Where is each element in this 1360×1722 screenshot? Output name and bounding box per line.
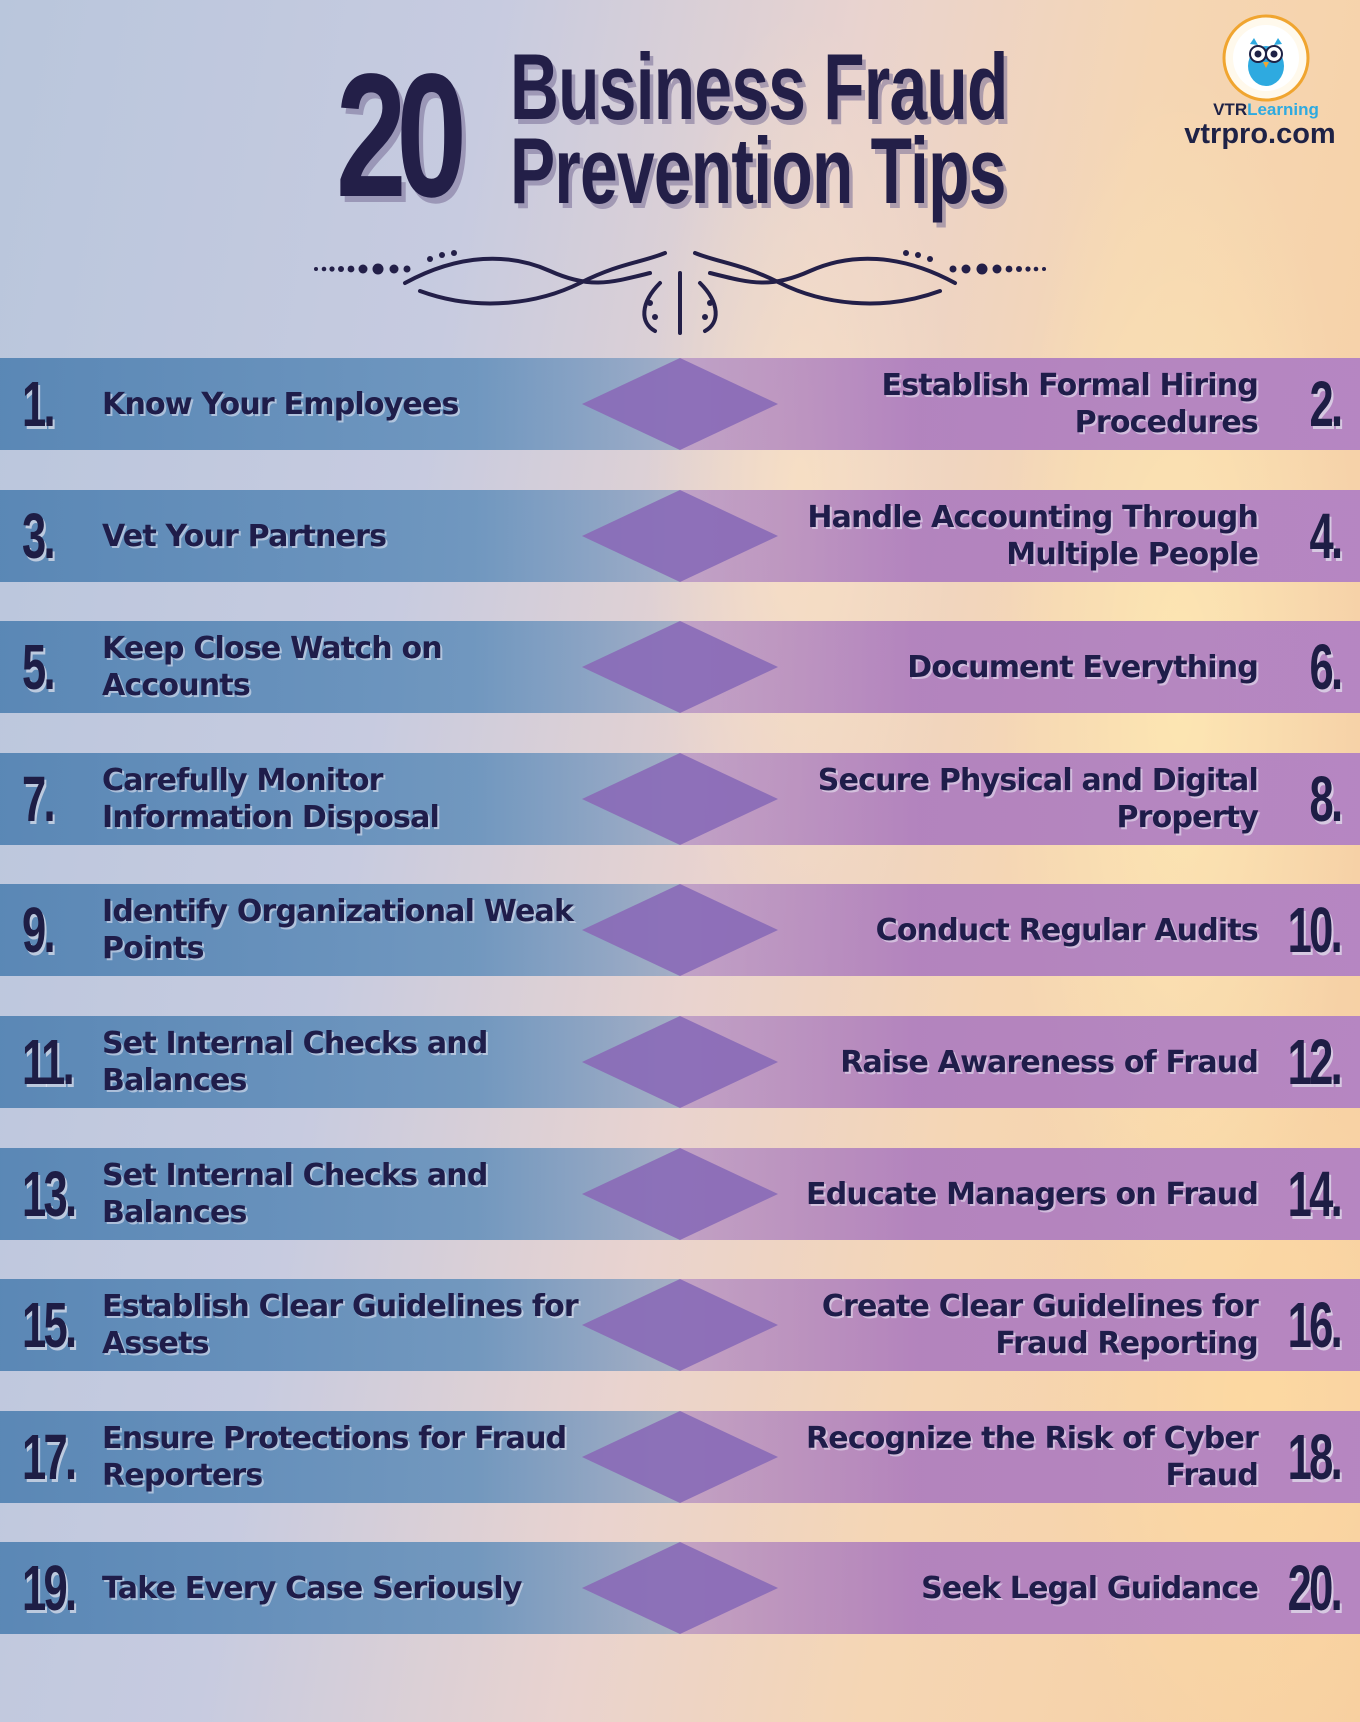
tip-number: 7. xyxy=(22,763,53,835)
tip-number: 14. xyxy=(1287,1158,1340,1230)
tip-text xyxy=(798,1411,1258,1503)
tip-label: Keep Close Watch on Accounts xyxy=(102,631,442,703)
tip-label: Recognize the Risk of Cyber Fraud xyxy=(805,1421,1258,1493)
tip-label: Educate Managers on Fraud xyxy=(806,1176,1258,1212)
tip-row xyxy=(0,621,1360,713)
tip-text xyxy=(798,753,1258,845)
tip-number: 1. xyxy=(22,368,53,440)
tip-text xyxy=(798,1279,1258,1371)
tip-row xyxy=(0,1279,1360,1371)
tip-text xyxy=(102,884,582,976)
tip-row xyxy=(0,1016,1360,1108)
tip-number: 13. xyxy=(22,1158,75,1230)
tip-text xyxy=(102,1411,582,1503)
tip-label: Carefully Monitor Information Disposal xyxy=(102,763,440,835)
tip-number: 20. xyxy=(1287,1552,1340,1624)
title-line-2: Prevention Tips xyxy=(510,118,1006,223)
tip-text xyxy=(102,358,582,450)
tip-number: 18. xyxy=(1287,1421,1340,1493)
page-title xyxy=(330,34,1030,234)
tip-label: Handle Accounting Through Multiple People xyxy=(807,500,1258,572)
tip-number: 5. xyxy=(22,631,53,703)
svg-text:VTRLearning xyxy=(1213,100,1319,119)
tip-text xyxy=(102,1542,582,1634)
title-number: 20 xyxy=(336,38,457,234)
tip-number: 12. xyxy=(1287,1026,1340,1098)
tip-number: 2. xyxy=(1309,368,1340,440)
tip-number: 11. xyxy=(22,1026,72,1098)
tip-number: 10. xyxy=(1287,894,1340,966)
tip-label: Ensure Protections for Fraud Reporters xyxy=(102,1421,567,1493)
tip-text xyxy=(798,884,1258,976)
tip-label: Document Everything xyxy=(907,649,1258,685)
tip-row xyxy=(0,1148,1360,1240)
tip-number: 6. xyxy=(1309,631,1340,703)
tip-text xyxy=(102,1148,582,1240)
website-url: vtrpro.com xyxy=(1184,118,1336,150)
tip-row xyxy=(0,884,1360,976)
tip-label: Set Internal Checks and Balances xyxy=(102,1158,488,1230)
tip-row xyxy=(0,358,1360,450)
tip-text xyxy=(102,753,582,845)
tip-text xyxy=(798,1148,1258,1240)
tip-label: Raise Awareness of Fraud xyxy=(840,1044,1258,1080)
tip-text xyxy=(798,1016,1258,1108)
logo-brand-learning: Learning xyxy=(1247,100,1319,119)
tip-label: Create Clear Guidelines for Fraud Reporting xyxy=(821,1289,1258,1361)
tip-number: 9. xyxy=(22,894,53,966)
tip-number: 15. xyxy=(22,1289,75,1361)
tip-row xyxy=(0,753,1360,845)
tip-label: Seek Legal Guidance xyxy=(921,1570,1258,1606)
tip-label: Secure Physical and Digital Property xyxy=(817,763,1258,835)
tip-text xyxy=(798,1542,1258,1634)
tip-number: 17. xyxy=(22,1421,75,1493)
tip-label: Establish Formal Hiring Procedures xyxy=(881,368,1258,440)
tip-row xyxy=(0,1411,1360,1503)
logo-brand-vtr: VTR xyxy=(1213,100,1248,119)
tip-number: 4. xyxy=(1309,500,1340,572)
tip-text xyxy=(102,621,582,713)
tip-label: Know Your Employees xyxy=(102,386,459,422)
tip-label: Take Every Case Seriously xyxy=(102,1570,522,1606)
tip-text xyxy=(798,621,1258,713)
tip-number: 16. xyxy=(1287,1289,1340,1361)
tip-label: Set Internal Checks and Balances xyxy=(102,1026,488,1098)
tip-text xyxy=(102,1016,582,1108)
tip-label: Establish Clear Guidelines for Assets xyxy=(102,1289,578,1361)
tip-text xyxy=(798,358,1258,450)
tip-number: 19. xyxy=(22,1552,75,1624)
title-line-1: Business Fraud xyxy=(510,34,1008,139)
tip-row xyxy=(0,490,1360,582)
vtr-learning-owl-logo xyxy=(1196,12,1336,122)
flourish-divider-icon xyxy=(310,243,1050,335)
tip-text xyxy=(798,490,1258,582)
tip-text xyxy=(102,1279,582,1371)
tip-number: 8. xyxy=(1309,763,1340,835)
tip-label: Identify Organizational Weak Points xyxy=(102,894,574,966)
tip-number: 3. xyxy=(22,500,53,572)
tip-label: Conduct Regular Audits xyxy=(875,912,1258,948)
tip-row xyxy=(0,1542,1360,1634)
tip-label: Vet Your Partners xyxy=(102,518,387,554)
tip-text xyxy=(102,490,582,582)
